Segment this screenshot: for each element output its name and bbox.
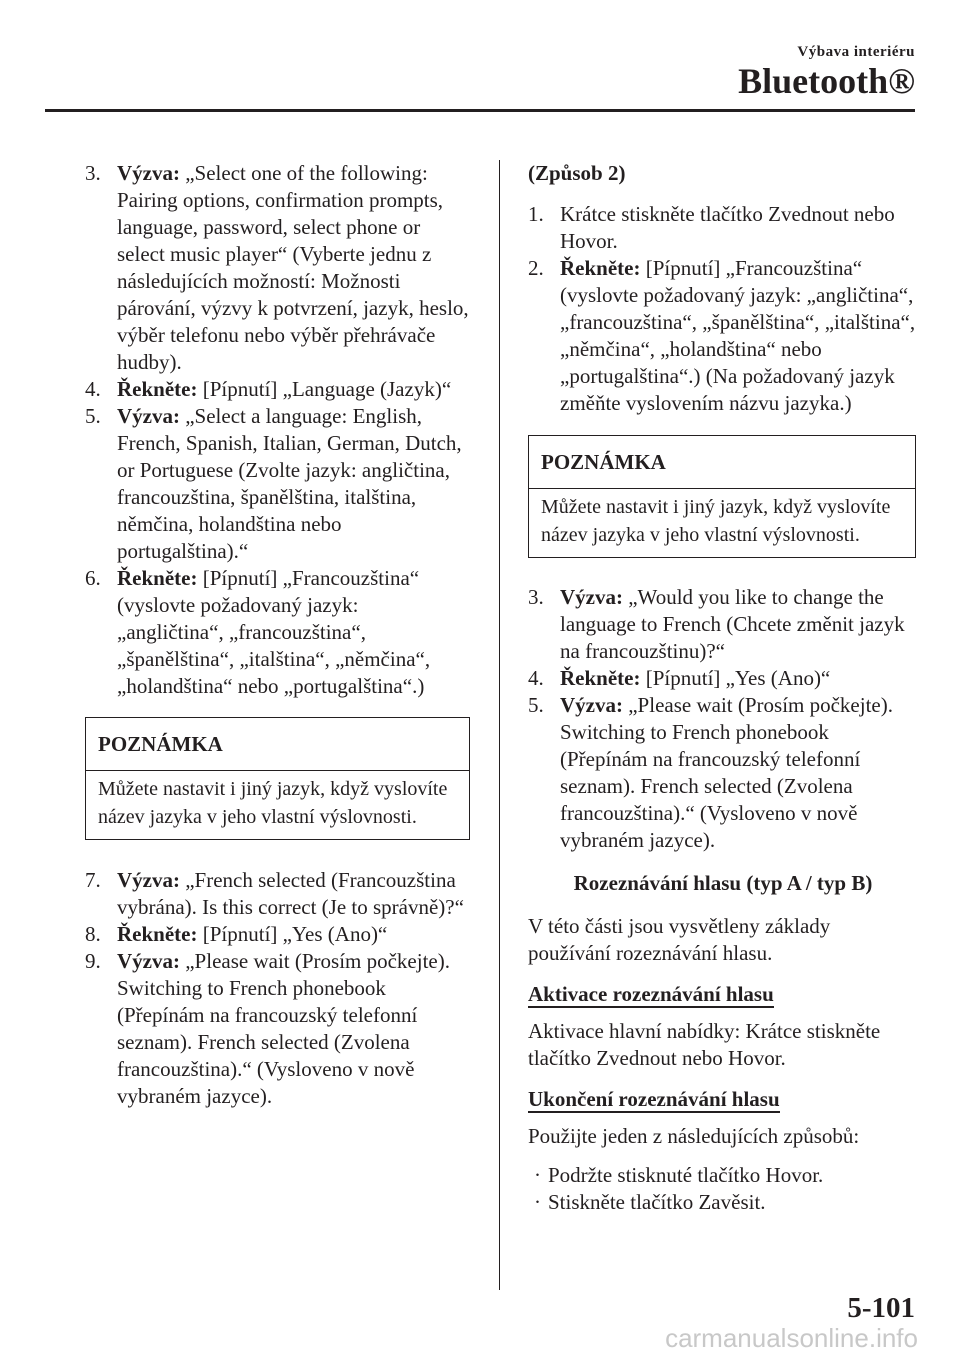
section-intro: V této části jsou vysvětleny základy používání rozeznávání hlasu.: [528, 914, 831, 965]
step-number: 8.: [85, 922, 101, 946]
step-item: [528, 201, 916, 255]
step-item: [85, 376, 470, 403]
step-text: [Pípnutí] „Francouzština“ (vyslovte požadovaný jazyk: „angličtina“, „francouzština“, „španělština“, „italština“, „němčina“, „holandština“ nebo „portugalština“.): [117, 566, 431, 698]
step-label: Řekněte:: [117, 377, 198, 401]
step-number: 5.: [528, 693, 544, 717]
step-number: 3.: [528, 585, 544, 609]
step-label: Řekněte:: [117, 566, 198, 590]
step-text: „Please wait (Prosím počkejte). Switching to French phonebook (Přepínám na francouzský telefonní seznam). French selected (Zvolena francouzština).“ (Vysloveno v nově vybraném jazyce).: [117, 949, 450, 1108]
note-body: Můžete nastavit i jiný jazyk, když vyslovíte název jazyka v jeho vlastní výslovnosti.: [541, 496, 891, 546]
step-text: [Pípnutí] „Yes (Ano)“: [645, 666, 831, 690]
step-item: [528, 665, 916, 692]
activation-heading: Aktivace rozeznávání hlasu: [528, 982, 774, 1006]
step-number: 2.: [528, 256, 544, 280]
step-number: 1.: [528, 202, 544, 226]
step-item: [528, 692, 916, 854]
bullet-dot-icon: ·: [534, 1163, 541, 1187]
step-label: Výzva:: [560, 693, 623, 717]
list-item: [528, 1162, 916, 1189]
step-text: „Please wait (Prosím počkejte). Switching to French phonebook (Přepínám na francouzský telefonní seznam). French selected (Zvolena francouzština).“ (Vysloveno v nově vybraném jazyce).: [560, 693, 893, 852]
bullet-dot-icon: ·: [534, 1190, 541, 1214]
page-title: Bluetooth®: [738, 61, 915, 101]
method-title: (Způsob 2): [528, 161, 626, 185]
note-title: POZNÁMKA: [529, 436, 915, 489]
termination-text: Použijte jeden z následujících způsobů:: [528, 1124, 860, 1148]
step-label: Výzva:: [560, 585, 623, 609]
page-number: 5-101: [847, 1292, 915, 1324]
step-number: 4.: [528, 666, 544, 690]
step-text: „Would you like to change the language to French (Chcete změnit jazyk na francouzštinu)?“: [560, 585, 905, 663]
step-label: Výzva:: [117, 949, 180, 973]
activation-text: Aktivace hlavní nabídky: Krátce stiskněte tlačítko Zvednout nebo Hovor.: [528, 1019, 881, 1070]
watermark: carmanualsonline.info: [665, 1323, 918, 1353]
step-label: Řekněte:: [560, 256, 641, 280]
bullet-text: Stiskněte tlačítko Zavěsit.: [548, 1190, 766, 1214]
step-number: 3.: [85, 161, 101, 185]
step-text: [Pípnutí] „Yes (Ano)“: [202, 922, 388, 946]
step-number: 6.: [85, 566, 101, 590]
step-item: [85, 867, 470, 921]
section-heading: Rozeznávání hlasu (typ A / typ B): [573, 871, 873, 895]
step-number: 9.: [85, 949, 101, 973]
note-body: Můžete nastavit i jiný jazyk, když vyslovíte název jazyka v jeho vlastní výslovnosti.: [98, 778, 448, 828]
note-box: [85, 717, 470, 840]
step-label: Řekněte:: [117, 922, 198, 946]
step-text: „Select one of the following: Pairing options, confirmation prompts, language, password, select phone or select music player“ (Vyberte jednu z následujících možností: Možnosti párování, výzvy k potvrzení, jazyk, heslo, výběr telefonu nebo výběr přehrávače hudby).: [117, 161, 469, 374]
step-item: [528, 255, 916, 417]
column-divider: [499, 160, 500, 1290]
termination-heading: Ukončení rozeznávání hlasu: [528, 1087, 780, 1111]
step-text: Krátce stiskněte tlačítko Zvednout nebo Hovor.: [560, 202, 895, 253]
step-item: [85, 948, 470, 1110]
step-text: [Pípnutí] „Francouzština“ (vyslovte požadovaný jazyk: „angličtina“, „francouzština“, „španělština“, „italština“, „němčina“, „holandština“ nebo „portugalština“.) (Na požadovaný jazyk změňte vyslovením názvu jazyka.): [560, 256, 916, 415]
step-item: [85, 921, 470, 948]
step-text: [Pípnutí] „Language (Jazyk)“: [202, 377, 452, 401]
step-text: „Select a language: English, French, Spanish, Italian, German, Dutch, or Portuguese (Zvolte jazyk: angličtina, francouzština, španělština, italština, němčina, holandština nebo portugalština).“: [117, 404, 462, 563]
step-label: Výzva:: [117, 161, 180, 185]
header-rule: [45, 109, 915, 112]
step-item: [85, 565, 470, 700]
note-title: POZNÁMKA: [86, 718, 469, 771]
bullet-text: Podržte stisknuté tlačítko Hovor.: [548, 1163, 824, 1187]
step-label: Výzva:: [117, 868, 180, 892]
right-column: [528, 160, 916, 1216]
step-label: Výzva:: [117, 404, 180, 428]
note-box: [528, 435, 916, 558]
step-label: Řekněte:: [560, 666, 641, 690]
step-number: 4.: [85, 377, 101, 401]
step-item: [85, 403, 470, 565]
step-number: 7.: [85, 868, 101, 892]
step-text: „French selected (Francouzština vybrána). Is this correct (Je to správně)?“: [117, 868, 464, 919]
step-number: 5.: [85, 404, 101, 428]
section-header: Výbava interiéru: [797, 44, 915, 60]
left-column: [85, 160, 470, 1110]
step-item: [85, 160, 470, 376]
step-item: [528, 584, 916, 665]
list-item: [528, 1189, 916, 1216]
